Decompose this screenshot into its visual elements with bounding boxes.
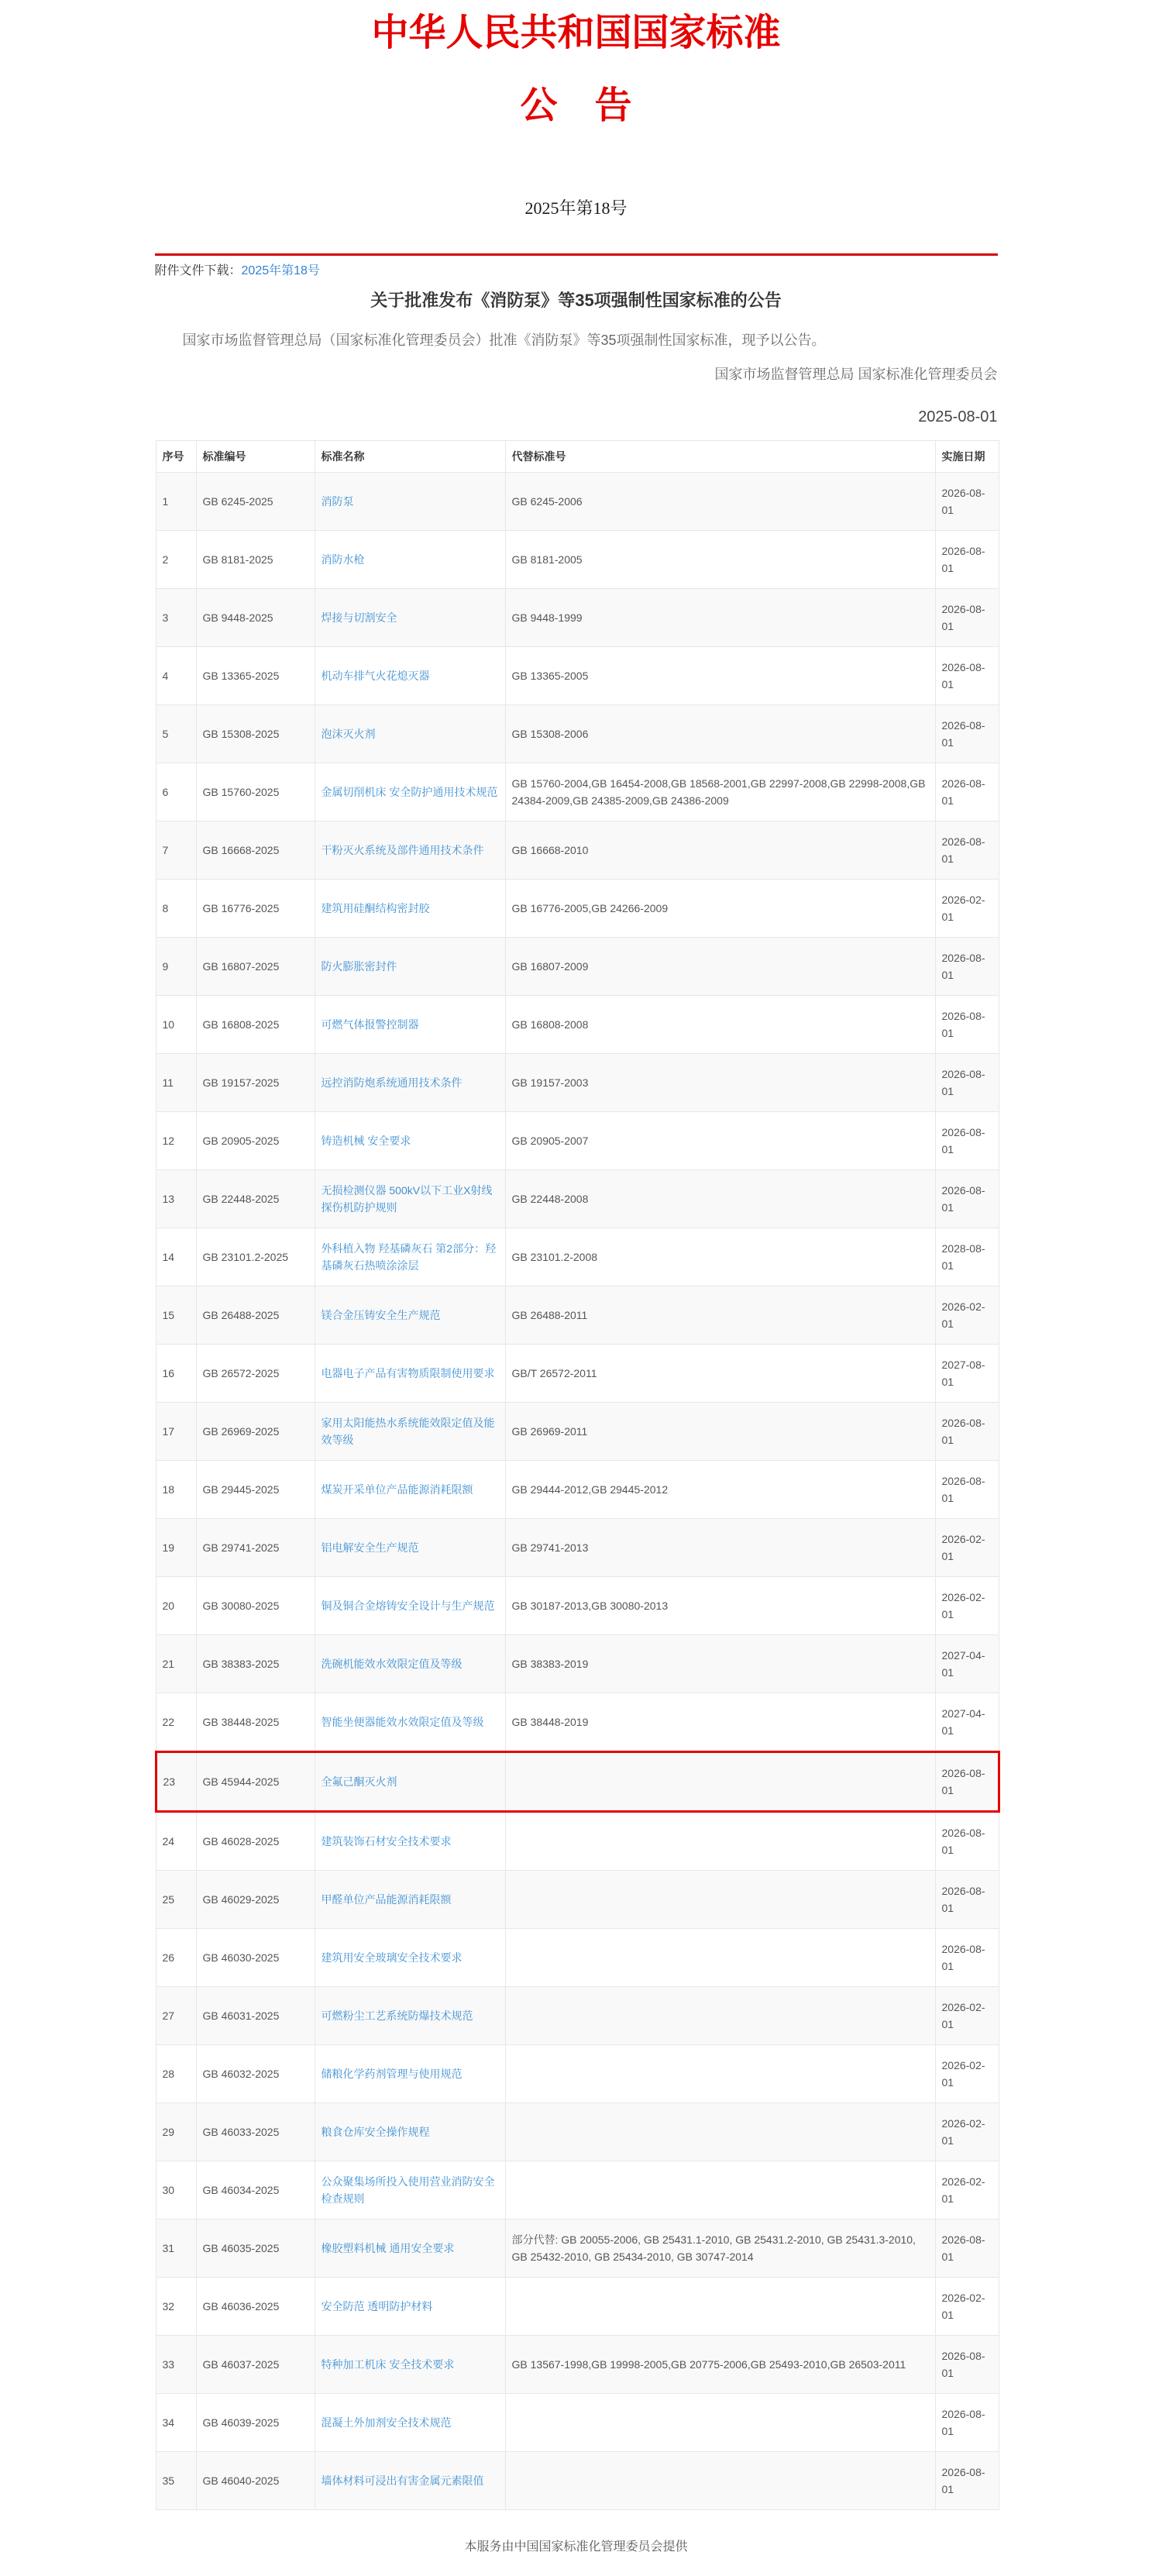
- row-replaces: GB 29741-2013: [505, 1519, 935, 1577]
- row-name-cell: [315, 2103, 505, 2161]
- row-no: 17: [156, 1403, 196, 1461]
- standards-table-header: [156, 441, 999, 473]
- row-date: 2026-08-01: [935, 996, 999, 1054]
- row-name-cell: [315, 821, 505, 880]
- row-no: 5: [156, 705, 196, 763]
- row-date: 2026-08-01: [935, 1929, 999, 1987]
- row-name-cell: [315, 763, 505, 821]
- row-date: 2027-04-01: [935, 1635, 999, 1693]
- row-date: 2026-08-01: [935, 1170, 999, 1228]
- table-row: [156, 2278, 999, 2336]
- standard-name-link[interactable]: 公众聚集场所投入使用营业消防安全检查规则: [321, 2175, 495, 2206]
- row-no: 24: [156, 1812, 196, 1871]
- standard-name-link[interactable]: 铜及铜合金熔铸安全设计与生产规范: [321, 1600, 495, 1613]
- table-row: [156, 705, 999, 763]
- table-row: [156, 763, 999, 821]
- announcement-issuer: 国家市场监督管理总局 国家标准化管理委员会: [714, 367, 998, 383]
- row-date: 2026-08-01: [935, 473, 999, 531]
- row-date: 2026-02-01: [935, 1577, 999, 1635]
- row-name-cell: [315, 1693, 505, 1752]
- table-row: [156, 1054, 999, 1112]
- national-standard-title: 中华人民共和国国家标准: [371, 12, 781, 53]
- row-code: GB 46028-2025: [196, 1812, 315, 1871]
- row-no: 16: [156, 1345, 196, 1403]
- table-row: [156, 1812, 999, 1871]
- table-row: [156, 2394, 999, 2452]
- row-date: 2026-02-01: [935, 2045, 999, 2103]
- row-name-cell: [315, 1054, 505, 1112]
- row-name-cell: [315, 2045, 505, 2103]
- row-code: GB 26969-2025: [196, 1403, 315, 1461]
- standard-name-link[interactable]: 智能坐便器能效水效限定值及等级: [321, 1716, 484, 1729]
- table-row: [156, 1752, 999, 1812]
- row-code: GB 29445-2025: [196, 1461, 315, 1519]
- row-replaces: GB 16776-2005,GB 24266-2009: [505, 880, 935, 938]
- row-name-cell: [315, 2394, 505, 2452]
- row-no: 25: [156, 1871, 196, 1929]
- row-name-cell: [315, 1519, 505, 1577]
- standard-name-link[interactable]: 铝电解安全生产规范: [321, 1541, 419, 1555]
- table-row: [156, 2336, 999, 2394]
- row-replaces: [505, 1929, 935, 1987]
- row-replaces: GB 38448-2019: [505, 1693, 935, 1752]
- row-no: 12: [156, 1112, 196, 1170]
- row-replaces: 部分代替: GB 20055-2006, GB 25431.1-2010, GB 25431.2-2010, GB 25431.3-2010, GB 25432-2010, GB 25434-2010, GB 30747-2014: [505, 2220, 935, 2278]
- standard-name-link[interactable]: 消防水枪: [321, 553, 365, 567]
- row-code: GB 45944-2025: [196, 1752, 315, 1812]
- row-code: GB 46033-2025: [196, 2103, 315, 2161]
- announcement-date: 2025-08-01: [918, 408, 998, 426]
- row-date: 2026-08-01: [935, 938, 999, 996]
- row-code: GB 16776-2025: [196, 880, 315, 938]
- row-no: 32: [156, 2278, 196, 2336]
- table-row: [156, 1871, 999, 1929]
- standard-name-link[interactable]: 建筑用安全玻璃安全技术要求: [321, 1951, 463, 1965]
- row-name-cell: [315, 2220, 505, 2278]
- row-code: GB 6245-2025: [196, 473, 315, 531]
- row-no: 20: [156, 1577, 196, 1635]
- table-row: [156, 1112, 999, 1170]
- announcement-heading: 公 告: [520, 84, 632, 126]
- row-replaces: GB 29444-2012,GB 29445-2012: [505, 1461, 935, 1519]
- table-row: [156, 1286, 999, 1345]
- row-code: GB 46035-2025: [196, 2220, 315, 2278]
- row-code: GB 15760-2025: [196, 763, 315, 821]
- row-name-cell: [315, 938, 505, 996]
- row-name-cell: [315, 1635, 505, 1693]
- col-header-no: 序号: [156, 441, 196, 473]
- row-no: 31: [156, 2220, 196, 2278]
- row-no: 8: [156, 880, 196, 938]
- standard-name-link[interactable]: 建筑装饰石材安全技术要求: [321, 1835, 452, 1848]
- row-code: GB 20905-2025: [196, 1112, 315, 1170]
- row-code: GB 46034-2025: [196, 2161, 315, 2220]
- row-replaces: [505, 1752, 935, 1812]
- row-no: 7: [156, 821, 196, 880]
- row-name-cell: [315, 996, 505, 1054]
- row-replaces: GB 8181-2005: [505, 531, 935, 589]
- row-no: 26: [156, 1929, 196, 1987]
- row-code: GB 38448-2025: [196, 1693, 315, 1752]
- row-name-cell: [315, 2278, 505, 2336]
- row-no: 6: [156, 763, 196, 821]
- row-name-cell: [315, 2161, 505, 2220]
- standard-name-link[interactable]: 金属切削机床 安全防护通用技术规范: [321, 786, 498, 799]
- standard-name-link[interactable]: 焊接与切割安全: [321, 611, 397, 625]
- standard-name-link[interactable]: 全氟己酮灭火剂: [321, 1775, 397, 1789]
- row-replaces: GB 23101.2-2008: [505, 1228, 935, 1286]
- row-replaces: [505, 1812, 935, 1871]
- row-code: GB 23101.2-2025: [196, 1228, 315, 1286]
- row-replaces: GB 30187-2013,GB 30080-2013: [505, 1577, 935, 1635]
- row-replaces: GB 16807-2009: [505, 938, 935, 996]
- page-content: [155, 0, 998, 2576]
- standard-name-link[interactable]: 橡胶塑料机械 通用安全要求: [321, 2242, 455, 2255]
- row-code: GB 46037-2025: [196, 2336, 315, 2394]
- standard-name-link[interactable]: 安全防范 透明防护材料: [321, 2300, 433, 2313]
- row-name-cell: [315, 1752, 505, 1812]
- table-row: [156, 1345, 999, 1403]
- row-date: 2026-02-01: [935, 2161, 999, 2220]
- row-date: 2026-08-01: [935, 1812, 999, 1871]
- row-date: 2027-08-01: [935, 1345, 999, 1403]
- table-row: [156, 2220, 999, 2278]
- row-name-cell: [315, 1461, 505, 1519]
- row-date: 2028-08-01: [935, 1228, 999, 1286]
- row-name-cell: [315, 1170, 505, 1228]
- table-row: [156, 938, 999, 996]
- row-date: 2027-04-01: [935, 1693, 999, 1752]
- row-name-cell: [315, 2336, 505, 2394]
- row-date: 2026-08-01: [935, 2452, 999, 2510]
- row-no: 35: [156, 2452, 196, 2510]
- row-code: GB 8181-2025: [196, 531, 315, 589]
- standard-name-link[interactable]: 墙体材料可浸出有害金属元素限值: [321, 2474, 484, 2488]
- row-name-cell: [315, 2452, 505, 2510]
- row-date: 2026-08-01: [935, 2220, 999, 2278]
- row-name-cell: [315, 705, 505, 763]
- table-row: [156, 2103, 999, 2161]
- announcement-body: 国家市场监督管理总局（国家标准化管理委员会）批准《消防泵》等35项强制性国家标准，现予以公告。: [182, 332, 826, 349]
- row-replaces: [505, 1987, 935, 2045]
- table-row: [156, 2452, 999, 2510]
- row-no: 21: [156, 1635, 196, 1693]
- row-code: GB 46036-2025: [196, 2278, 315, 2336]
- row-no: 14: [156, 1228, 196, 1286]
- standard-name-link[interactable]: 混凝土外加剂安全技术规范: [321, 2416, 452, 2430]
- row-name-cell: [315, 1577, 505, 1635]
- standard-name-link[interactable]: 粮食仓库安全操作规程: [321, 2126, 430, 2139]
- col-header-date: 实施日期: [935, 441, 999, 473]
- row-date: 2026-08-01: [935, 705, 999, 763]
- row-replaces: GB 16808-2008: [505, 996, 935, 1054]
- row-no: 10: [156, 996, 196, 1054]
- row-no: 11: [156, 1054, 196, 1112]
- standard-name-link[interactable]: 电器电子产品有害物质限制使用要求: [321, 1367, 495, 1380]
- row-date: 2026-08-01: [935, 531, 999, 589]
- table-row: [156, 1403, 999, 1461]
- row-date: 2026-08-01: [935, 1403, 999, 1461]
- row-name-cell: [315, 1871, 505, 1929]
- table-row: [156, 1461, 999, 1519]
- row-replaces: [505, 2452, 935, 2510]
- row-replaces: GB 13567-1998,GB 19998-2005,GB 20775-2006,GB 25493-2010,GB 26503-2011: [505, 2336, 935, 2394]
- row-name-cell: [315, 880, 505, 938]
- row-no: 19: [156, 1519, 196, 1577]
- row-name-cell: [315, 531, 505, 589]
- footer-text: 本服务由中国国家标准化管理委员会提供: [464, 2540, 688, 2554]
- row-replaces: GB 26969-2011: [505, 1403, 935, 1461]
- row-code: GB 29741-2025: [196, 1519, 315, 1577]
- standard-name-link[interactable]: 镁合金压铸安全生产规范: [321, 1309, 441, 1322]
- table-row: [156, 589, 999, 647]
- row-code: GB 46040-2025: [196, 2452, 315, 2510]
- standard-name-link[interactable]: 储粮化学药剂管理与使用规范: [321, 2068, 463, 2081]
- row-date: 2026-08-01: [935, 1054, 999, 1112]
- standard-name-link[interactable]: 家用太阳能热水系统能效限定值及能效等级: [321, 1417, 495, 1447]
- standard-name-link[interactable]: 铸造机械 安全要求: [321, 1135, 411, 1148]
- row-code: GB 26572-2025: [196, 1345, 315, 1403]
- row-replaces: GB 19157-2003: [505, 1054, 935, 1112]
- row-code: GB 38383-2025: [196, 1635, 315, 1693]
- standards-table-body: [156, 473, 999, 2510]
- row-date: 2026-02-01: [935, 1286, 999, 1345]
- row-replaces: [505, 2278, 935, 2336]
- row-code: GB 9448-2025: [196, 589, 315, 647]
- row-replaces: GB 20905-2007: [505, 1112, 935, 1170]
- attachment-download-link[interactable]: 2025年第18号: [241, 264, 320, 278]
- header-row: [156, 441, 999, 473]
- row-no: 33: [156, 2336, 196, 2394]
- row-name-cell: [315, 1286, 505, 1345]
- table-row: [156, 647, 999, 705]
- row-code: GB 22448-2025: [196, 1170, 315, 1228]
- row-date: 2026-08-01: [935, 1752, 999, 1812]
- row-no: 23: [156, 1752, 196, 1812]
- standard-name-link[interactable]: 甲醛单位产品能源消耗限额: [321, 1893, 452, 1906]
- row-replaces: GB/T 26572-2011: [505, 1345, 935, 1403]
- row-date: 2026-02-01: [935, 2278, 999, 2336]
- standard-name-link[interactable]: 远控消防炮系统通用技术条件: [321, 1076, 463, 1090]
- row-replaces: [505, 2161, 935, 2220]
- row-code: GB 19157-2025: [196, 1054, 315, 1112]
- row-name-cell: [315, 647, 505, 705]
- table-row: [156, 1635, 999, 1693]
- row-replaces: GB 38383-2019: [505, 1635, 935, 1693]
- row-replaces: [505, 2103, 935, 2161]
- row-date: 2026-08-01: [935, 2394, 999, 2452]
- row-code: GB 46039-2025: [196, 2394, 315, 2452]
- row-date: 2026-08-01: [935, 763, 999, 821]
- attachment-row: [155, 262, 998, 281]
- row-no: 30: [156, 2161, 196, 2220]
- row-date: 2026-08-01: [935, 1871, 999, 1929]
- row-no: 4: [156, 647, 196, 705]
- row-replaces: GB 9448-1999: [505, 589, 935, 647]
- row-name-cell: [315, 589, 505, 647]
- table-row: [156, 1519, 999, 1577]
- row-name-cell: [315, 1403, 505, 1461]
- row-no: 27: [156, 1987, 196, 2045]
- attachment-label: 附件文件下载：: [154, 264, 242, 278]
- row-replaces: GB 22448-2008: [505, 1170, 935, 1228]
- row-no: 18: [156, 1461, 196, 1519]
- standard-name-link[interactable]: 机动车排气火花熄灭器: [321, 670, 430, 683]
- standard-name-link[interactable]: 建筑用硅酮结构密封胶: [321, 902, 430, 915]
- table-row: [156, 880, 999, 938]
- row-replaces: GB 16668-2010: [505, 821, 935, 880]
- table-row: [156, 531, 999, 589]
- table-row: [156, 1170, 999, 1228]
- table-row: [156, 2045, 999, 2103]
- table-row: [156, 1577, 999, 1635]
- row-date: 2026-08-01: [935, 647, 999, 705]
- table-row: [156, 1693, 999, 1752]
- row-date: 2026-08-01: [935, 821, 999, 880]
- row-name-cell: [315, 1345, 505, 1403]
- table-row: [156, 996, 999, 1054]
- row-date: 2026-02-01: [935, 1519, 999, 1577]
- row-code: GB 30080-2025: [196, 1577, 315, 1635]
- row-replaces: GB 13365-2005: [505, 647, 935, 705]
- row-no: 34: [156, 2394, 196, 2452]
- row-code: GB 46029-2025: [196, 1871, 315, 1929]
- row-no: 2: [156, 531, 196, 589]
- row-replaces: [505, 1871, 935, 1929]
- row-name-cell: [315, 1812, 505, 1871]
- row-name-cell: [315, 473, 505, 531]
- col-header-code: 标准编号: [196, 441, 315, 473]
- row-no: 13: [156, 1170, 196, 1228]
- standards-table: [155, 440, 1000, 2510]
- row-date: 2026-08-01: [935, 589, 999, 647]
- standard-name-link[interactable]: 外科植入物 羟基磷灰石 第2部分：羟基磷灰石热喷涂涂层: [321, 1242, 497, 1273]
- col-header-name: 标准名称: [315, 441, 505, 473]
- standard-name-link[interactable]: 可燃粉尘工艺系统防爆技术规范: [321, 2009, 473, 2023]
- doc-number: 2025年第18号: [524, 198, 628, 219]
- row-code: GB 46030-2025: [196, 1929, 315, 1987]
- row-no: 15: [156, 1286, 196, 1345]
- row-no: 22: [156, 1693, 196, 1752]
- row-date: 2026-08-01: [935, 2336, 999, 2394]
- row-no: 28: [156, 2045, 196, 2103]
- table-row: [156, 473, 999, 531]
- row-date: 2026-02-01: [935, 1987, 999, 2045]
- row-date: 2026-02-01: [935, 880, 999, 938]
- row-date: 2026-08-01: [935, 1461, 999, 1519]
- row-code: GB 26488-2025: [196, 1286, 315, 1345]
- table-row: [156, 1987, 999, 2045]
- col-header-replaces: 代替标准号: [505, 441, 935, 473]
- row-no: 3: [156, 589, 196, 647]
- row-no: 29: [156, 2103, 196, 2161]
- announcement-title: 关于批准发布《消防泵》等35项强制性国家标准的公告: [370, 291, 782, 311]
- red-divider-line: [155, 253, 998, 256]
- row-code: GB 13365-2025: [196, 647, 315, 705]
- table-row: [156, 821, 999, 880]
- standard-name-link[interactable]: 干粉灭火系统及部件通用技术条件: [321, 844, 484, 857]
- row-replaces: [505, 2394, 935, 2452]
- row-name-cell: [315, 1929, 505, 1987]
- row-date: 2026-08-01: [935, 1112, 999, 1170]
- row-name-cell: [315, 1987, 505, 2045]
- row-replaces: GB 15308-2006: [505, 705, 935, 763]
- row-no: 1: [156, 473, 196, 531]
- row-replaces: GB 15760-2004,GB 16454-2008,GB 18568-2001,GB 22997-2008,GB 22998-2008,GB 24384-2009,GB 24385-2009,GB 24386-2009: [505, 763, 935, 821]
- row-code: GB 46032-2025: [196, 2045, 315, 2103]
- standard-name-link[interactable]: 无损检测仪器 500kV以下工业X射线探伤机防护规则: [321, 1184, 493, 1214]
- standard-name-link[interactable]: 特种加工机床 安全技术要求: [321, 2358, 455, 2371]
- standard-name-link[interactable]: 防火膨胀密封件: [321, 960, 397, 973]
- row-code: GB 16668-2025: [196, 821, 315, 880]
- row-no: 9: [156, 938, 196, 996]
- row-code: GB 46031-2025: [196, 1987, 315, 2045]
- row-replaces: GB 6245-2006: [505, 473, 935, 531]
- row-name-cell: [315, 1228, 505, 1286]
- table-row: [156, 1228, 999, 1286]
- row-name-cell: [315, 1112, 505, 1170]
- row-replaces: [505, 2045, 935, 2103]
- row-date: 2026-02-01: [935, 2103, 999, 2161]
- standard-name-link[interactable]: 消防泵: [321, 495, 354, 508]
- row-code: GB 16807-2025: [196, 938, 315, 996]
- table-row: [156, 1929, 999, 1987]
- standard-name-link[interactable]: 可燃气体报警控制器: [321, 1018, 419, 1031]
- row-replaces: GB 26488-2011: [505, 1286, 935, 1345]
- standard-name-link[interactable]: 洗碗机能效水效限定值及等级: [321, 1658, 463, 1671]
- row-code: GB 16808-2025: [196, 996, 315, 1054]
- table-row: [156, 2161, 999, 2220]
- standard-name-link[interactable]: 煤炭开采单位产品能源消耗限额: [321, 1483, 473, 1496]
- row-code: GB 15308-2025: [196, 705, 315, 763]
- standard-name-link[interactable]: 泡沫灭火剂: [321, 728, 376, 741]
